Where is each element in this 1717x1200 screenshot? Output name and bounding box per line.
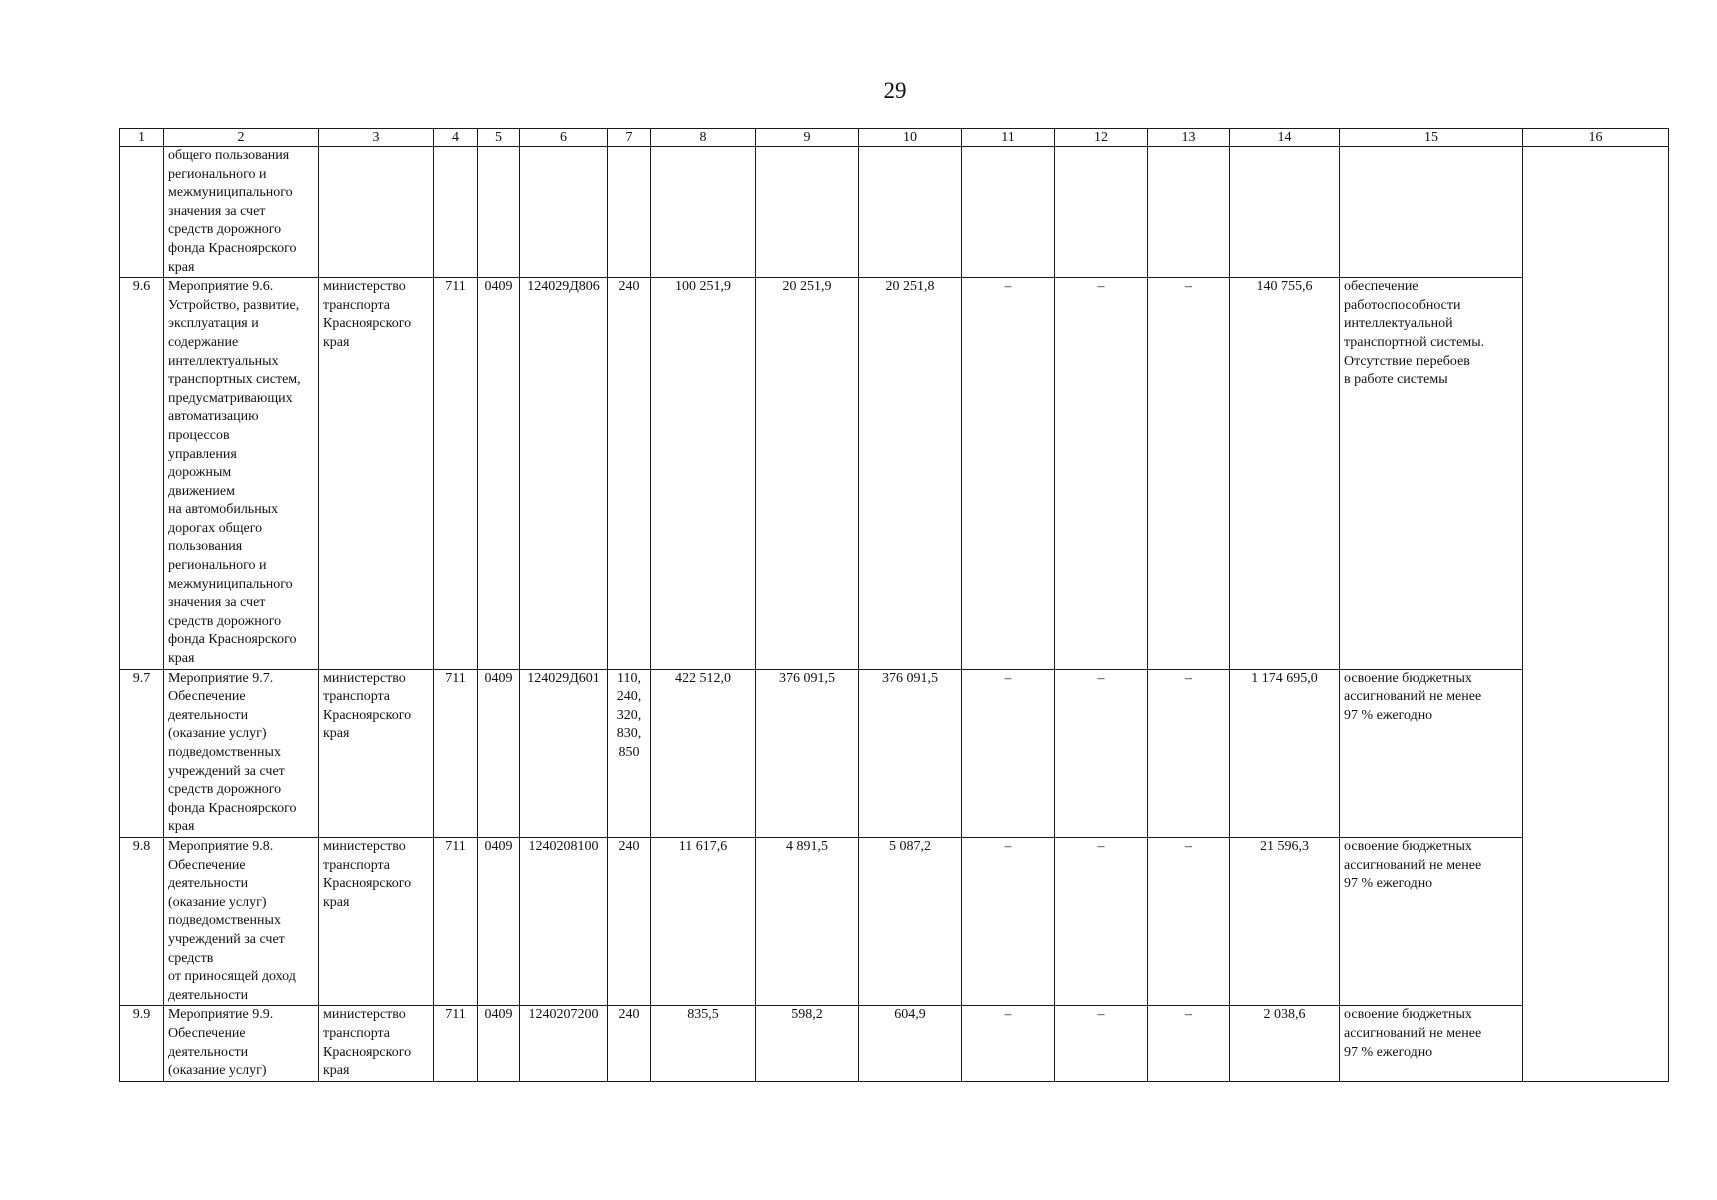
header-cell-2: 2 [164, 129, 319, 147]
cell-year1: 422 512,0 [651, 669, 756, 837]
header-cell-8: 8 [651, 129, 756, 147]
cell-num: 9.7 [120, 669, 164, 837]
cell-col13: – [1148, 1006, 1230, 1081]
cell-col12: – [1055, 669, 1148, 837]
header-cell-6: 6 [520, 129, 608, 147]
header-cell-11: 11 [962, 129, 1055, 147]
table-row [120, 837, 1669, 1005]
cell-col11: – [962, 1006, 1055, 1081]
cell-col13: – [1148, 669, 1230, 837]
header-cell-7: 7 [608, 129, 651, 147]
cell-result: освоение бюджетных ассигнований не менее 97 % ежегодно [1340, 669, 1523, 837]
cell-year2: 598,2 [756, 1006, 859, 1081]
table-row-continuation [120, 147, 1669, 278]
cell-num: 9.6 [120, 278, 164, 669]
cell-vr: 240 [608, 837, 651, 1005]
cell-admin: министерство транспорта Красноярского края [319, 1006, 434, 1081]
table-row [120, 278, 1669, 669]
cell-csr: 124029Д806 [520, 278, 608, 669]
table-row [120, 1006, 1669, 1081]
header-cell-13: 13 [1148, 129, 1230, 147]
cell-vr: 240 [608, 278, 651, 669]
cell-admin: министерство транспорта Красноярского края [319, 669, 434, 837]
header-cell-14: 14 [1230, 129, 1340, 147]
cell-year3: 376 091,5 [859, 669, 962, 837]
cell-total: 140 755,6 [1230, 278, 1340, 669]
cell-csr: 1240208100 [520, 837, 608, 1005]
cell-vr: 110, 240, 320, 830, 850 [608, 669, 651, 837]
cell-col16-merged [1523, 147, 1669, 1082]
cell-admin: министерство транспорта Красноярского края [319, 837, 434, 1005]
cell-continuation-text: общего пользования регионального и межмуниципального значения за счет средств дорожного фонда Красноярского края [164, 147, 319, 278]
header-row [120, 129, 1669, 147]
header-cell-15: 15 [1340, 129, 1523, 147]
header-cell-16: 16 [1523, 129, 1669, 147]
cell-year2: 376 091,5 [756, 669, 859, 837]
cell-result: освоение бюджетных ассигнований не менее 97 % ежегодно [1340, 837, 1523, 1005]
table-row [120, 669, 1669, 837]
cell-year1: 11 617,6 [651, 837, 756, 1005]
cell-year1: 100 251,9 [651, 278, 756, 669]
cell-year2: 20 251,9 [756, 278, 859, 669]
header-cell-3: 3 [319, 129, 434, 147]
cell-csr: 1240207200 [520, 1006, 608, 1081]
cell-col12: – [1055, 278, 1148, 669]
cell-result: освоение бюджетных ассигнований не менее 97 % ежегодно [1340, 1006, 1523, 1081]
cell-col12: – [1055, 837, 1148, 1005]
cell-rzpr: 0409 [478, 669, 520, 837]
cell-year3: 604,9 [859, 1006, 962, 1081]
cell-admin: министерство транспорта Красноярского края [319, 278, 434, 669]
cell-name: Мероприятие 9.6. Устройство, развитие, эксплуатация и содержание интеллектуальных транспортных систем, предусматривающих автоматизацию процессов управления дорожным движением на автомобильных дорогах общего пользования регионального и межмуниципального значения за счет средств дорожного фонда Красноярского края [164, 278, 319, 669]
budget-table [119, 128, 1669, 1082]
cell-col13: – [1148, 278, 1230, 669]
cell-rzpr: 0409 [478, 1006, 520, 1081]
cell-col12: – [1055, 1006, 1148, 1081]
header-cell-10: 10 [859, 129, 962, 147]
cell-year3: 5 087,2 [859, 837, 962, 1005]
cell-total: 2 038,6 [1230, 1006, 1340, 1081]
cell-col13: – [1148, 837, 1230, 1005]
header-cell-12: 12 [1055, 129, 1148, 147]
cell-rzpr: 0409 [478, 278, 520, 669]
cell-num: 9.9 [120, 1006, 164, 1081]
page-number: 29 [883, 78, 907, 103]
cell-num: 9.8 [120, 837, 164, 1005]
cell-total: 21 596,3 [1230, 837, 1340, 1005]
header-cell-4: 4 [434, 129, 478, 147]
cell-grbs: 711 [434, 837, 478, 1005]
cell-grbs: 711 [434, 1006, 478, 1081]
cell-grbs: 711 [434, 278, 478, 669]
cell-col11: – [962, 669, 1055, 837]
cell-rzpr: 0409 [478, 837, 520, 1005]
header-cell-9: 9 [756, 129, 859, 147]
cell-name: Мероприятие 9.7. Обеспечение деятельности (оказание услуг) подведомственных учреждений за счет средств дорожного фонда Красноярского края [164, 669, 319, 837]
header-cell-5: 5 [478, 129, 520, 147]
cell-grbs: 711 [434, 669, 478, 837]
cell-name: Мероприятие 9.9. Обеспечение деятельности (оказание услуг) [164, 1006, 319, 1081]
cell-num [120, 147, 164, 278]
cell-total: 1 174 695,0 [1230, 669, 1340, 837]
cell-year2: 4 891,5 [756, 837, 859, 1005]
cell-col11: – [962, 278, 1055, 669]
cell-result: обеспечение работоспособности интеллектуальной транспортной системы. Отсутствие перебоев в работе системы [1340, 278, 1523, 669]
cell-col11: – [962, 837, 1055, 1005]
cell-year1: 835,5 [651, 1006, 756, 1081]
cell-vr: 240 [608, 1006, 651, 1081]
header-cell-1: 1 [120, 129, 164, 147]
cell-year3: 20 251,8 [859, 278, 962, 669]
cell-name: Мероприятие 9.8. Обеспечение деятельности (оказание услуг) подведомственных учреждений за счет средств от приносящей доход деятельности [164, 837, 319, 1005]
cell-csr: 124029Д601 [520, 669, 608, 837]
